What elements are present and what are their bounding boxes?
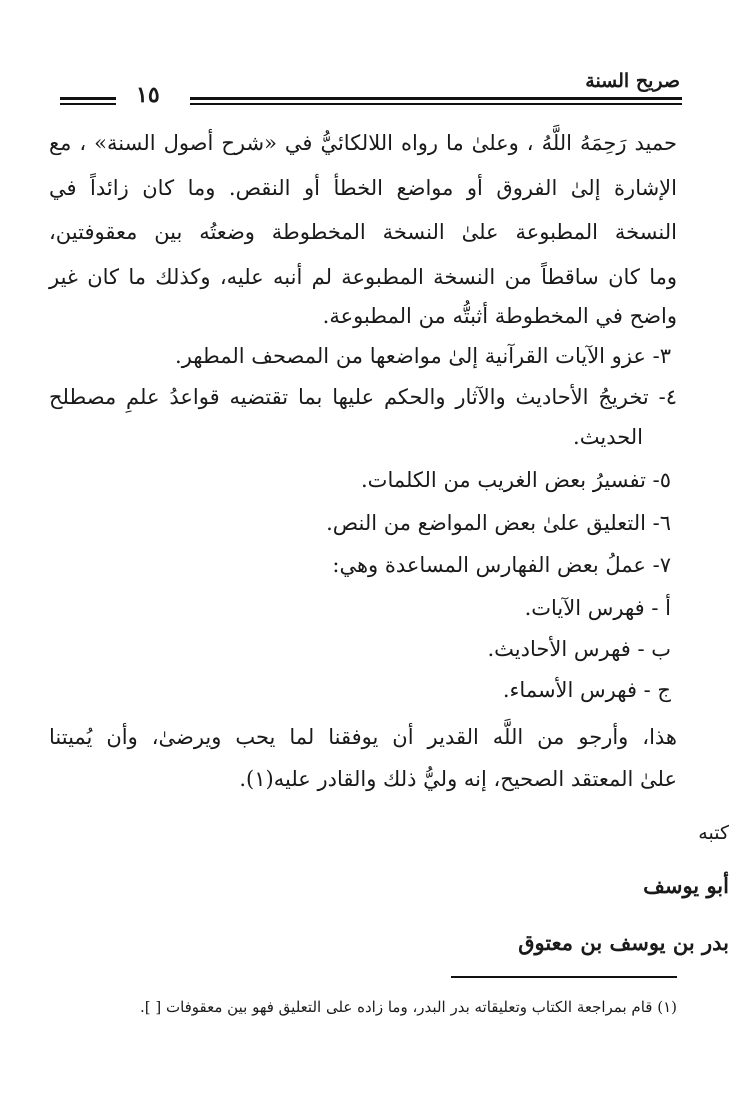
list-item: ٧- عملُ بعض الفهارس المساعدة وهي: [332, 553, 671, 577]
signature-wrote: كتبه [698, 822, 729, 844]
paragraph-line: حميد رَحِمَهُ اللَّهُ ، وعلىٰ ما رواه اللالكائيُّ في «شرح أصول السنة» ، مع [49, 131, 677, 155]
paragraph-line: وما كان ساقطاً من النسخة المطبوعة لم أنبه عليه، وكذلك ما كان غير [49, 265, 677, 289]
list-item: ٥- تفسيرُ بعض الغريب من الكلمات. [361, 468, 671, 492]
closing-line: علىٰ المعتقد الصحيح، إنه وليُّ ذلك والقادر عليه(١). [239, 767, 677, 791]
list-item: ٦- التعليق علىٰ بعض المواضع من النص. [326, 511, 671, 535]
paragraph-line: الإشارة إلىٰ الفروق أو مواضع الخطأ أو النقص. وما كان زائداً في [49, 176, 677, 200]
running-title: صريح السنة [585, 70, 680, 92]
list-sub-item: أ - فهرس الآيات. [524, 596, 671, 620]
signature-name: بدر بن يوسف بن معتوق [518, 930, 729, 955]
list-sub-item: ج - فهرس الأسماء. [502, 678, 671, 702]
closing-line: هذا، وأرجو من اللَّه القدير أن يوفقنا لما يحب ويرضىٰ، وأن يُميتنا [49, 725, 677, 749]
paragraph-line: واضح في المخطوطة أثبتُّه من المطبوعة. [322, 304, 677, 328]
footnote: (١) قام بمراجعة الكتاب وتعليقاته بدر البدر، وما زاده على التعليق فهو بين معقوفات [ ]. [139, 998, 677, 1016]
list-item: ٤- تخريجُ الأحاديث والآثار والحكم عليها بما تقتضيه قواعدُ علمِ مصطلح [49, 385, 677, 409]
list-item: ٣- عزو الآيات القرآنية إلىٰ مواضعها من المصحف المطهر. [175, 344, 671, 368]
list-sub-item: ب - فهرس الأحاديث. [487, 637, 671, 661]
signature-kunya: أبو يوسف [643, 873, 729, 898]
footnote-rule [451, 976, 677, 978]
page-number: ١٥ [136, 82, 160, 108]
list-item-continuation: الحديث. [573, 425, 643, 449]
paragraph-line: النسخة المطبوعة علىٰ النسخة المخطوطة وضعتُه بين معقوفتين، [49, 220, 677, 244]
